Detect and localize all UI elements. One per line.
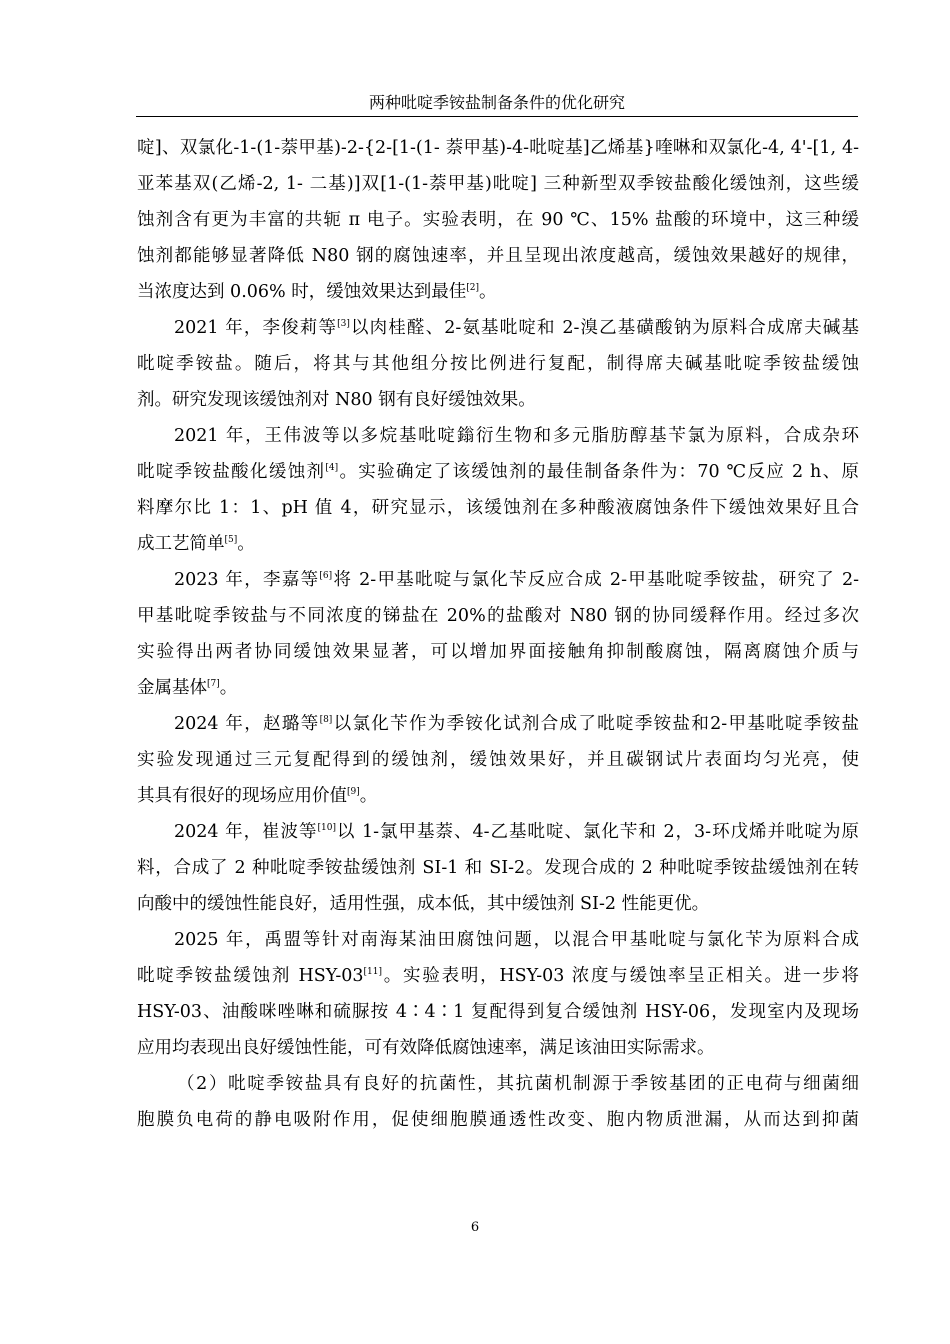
body-text — [137, 130, 859, 1138]
citation: [9] — [347, 787, 360, 797]
text-line: 料摩尔比 1：1、pH 值 4，研究显示，该缓蚀剂在多种酸液腐蚀条件下缓蚀效果好且合 — [137, 498, 859, 518]
text-line: 2024 年，赵璐等[8]以氯化苄作为季铵化试剂合成了吡啶季铵盐和2-甲基吡啶季铵盐 — [174, 714, 859, 734]
text-line: 吡啶季铵盐酸化缓蚀剂[4]。实验确定了该缓蚀剂的最佳制备条件为：70 ℃反应 2 h、原 — [137, 462, 859, 482]
citation: [5] — [224, 535, 238, 545]
text-line: 2021 年，王伟波等以多烷基吡啶鎓衍生物和多元脂肪醇基苄氯为原料，合成杂环 — [174, 426, 859, 446]
running-header: 两种吡啶季铵盐制备条件的优化研究 — [368, 93, 625, 112]
citation: [11] — [363, 967, 383, 977]
text-line: 剂。研究发现该缓蚀剂对 N80 钢有良好缓蚀效果。 — [137, 390, 536, 410]
citation: [2] — [466, 283, 479, 293]
text-line: 成工艺简单[5]。 — [137, 534, 255, 554]
text-line: 亚苯基双(乙烯-2, 1- 二基)]双[1-(1-萘甲基)吡啶] 三种新型双季铵盐酸化缓蚀剂，这些缓 — [137, 174, 859, 194]
citation: [3] — [337, 319, 350, 329]
text-line: 2021 年，李俊莉等[3]以肉桂醛、2-氨基吡啶和 2-溴乙基磺酸钠为原料合成席夫碱基 — [174, 318, 859, 338]
text-line: 吡啶季铵盐。随后，将其与其他组分按比例进行复配，制得席夫碱基吡啶季铵盐缓蚀 — [137, 354, 859, 374]
text-line: HSY-03、油酸咪唑啉和硫脲按 4∶4∶1 复配得到复合缓蚀剂 HSY-06，发现室内及现场 — [137, 1002, 859, 1022]
text-line: 金属基体[7]。 — [137, 678, 238, 698]
text-line: 应用均表现出良好缓蚀性能，可有效降低腐蚀速率，满足该油田实际需求。 — [137, 1038, 715, 1058]
text-line: 蚀剂都能够显著降低 N80 钢的腐蚀速率，并且呈现出浓度越高，缓蚀效果越好的规律， — [137, 246, 859, 266]
text-line: 2025 年，禹盟等针对南海某油田腐蚀问题，以混合甲基吡啶与氯化苄为原料合成 — [174, 930, 859, 950]
text-line: 甲基吡啶季铵盐与不同浓度的锑盐在 20%的盐酸对 N80 钢的协同缓释作用。经过多次 — [137, 606, 859, 626]
text-line: 实验发现通过三元复配得到的缓蚀剂，缓蚀效果好，并且碳钢试片表面均匀光亮，使 — [137, 750, 859, 770]
header-rule — [136, 116, 858, 117]
text-line: 蚀剂含有更为丰富的共轭 π 电子。实验表明，在 90 ℃、15% 盐酸的环境中，这三种缓 — [137, 210, 859, 230]
citation: [6] — [319, 571, 333, 581]
citation: [7] — [207, 679, 220, 689]
text-line: 料，合成了 2 种吡啶季铵盐缓蚀剂 SI-1 和 SI-2。发现合成的 2 种吡啶季铵盐缓蚀剂在转 — [137, 858, 859, 878]
citation: [4] — [325, 463, 339, 473]
text-line: 向酸中的缓蚀性能良好，适用性强，成本低，其中缓蚀剂 SI-2 性能更优。 — [137, 894, 710, 914]
citation: [10] — [317, 823, 336, 833]
text-line: （2）吡啶季铵盐具有良好的抗菌性，其抗菌机制源于季铵基团的正电荷与细菌细 — [177, 1074, 859, 1094]
text-line: 当浓度达到 0.06% 时，缓蚀效果达到最佳[2]。 — [137, 282, 497, 302]
text-line: 2023 年，李嘉等[6]将 2-甲基吡啶与氯化苄反应合成 2-甲基吡啶季铵盐，研究了 2- — [174, 570, 859, 590]
text-line: 啶]、双氯化-1-(1-萘甲基)-2-{2-[1-(1- 萘甲基)-4-吡啶基]乙烯基}喹啉和双氯化-4, 4'-[1, 4- — [137, 138, 859, 158]
page-number: 6 — [470, 1220, 480, 1235]
citation: [8] — [319, 715, 333, 725]
text-line: 胞膜负电荷的静电吸附作用，促使细胞膜通透性改变、胞内物质泄漏，从而达到抑菌 — [137, 1110, 859, 1130]
text-line: 吡啶季铵盐缓蚀剂 HSY-03[11]。实验表明，HSY-03 浓度与缓蚀率呈正相关。进一步将 — [137, 966, 859, 986]
text-line: 实验得出两者协同缓蚀效果显著，可以增加界面接触角抑制酸腐蚀，隔离腐蚀介质与 — [137, 642, 859, 662]
text-line: 2024 年，崔波等[10]以 1-氯甲基萘、4-乙基吡啶、氯化苄和 2，3-环戊烯并吡啶为原 — [174, 822, 859, 842]
text-line: 其具有很好的现场应用价值[9]。 — [137, 786, 378, 806]
